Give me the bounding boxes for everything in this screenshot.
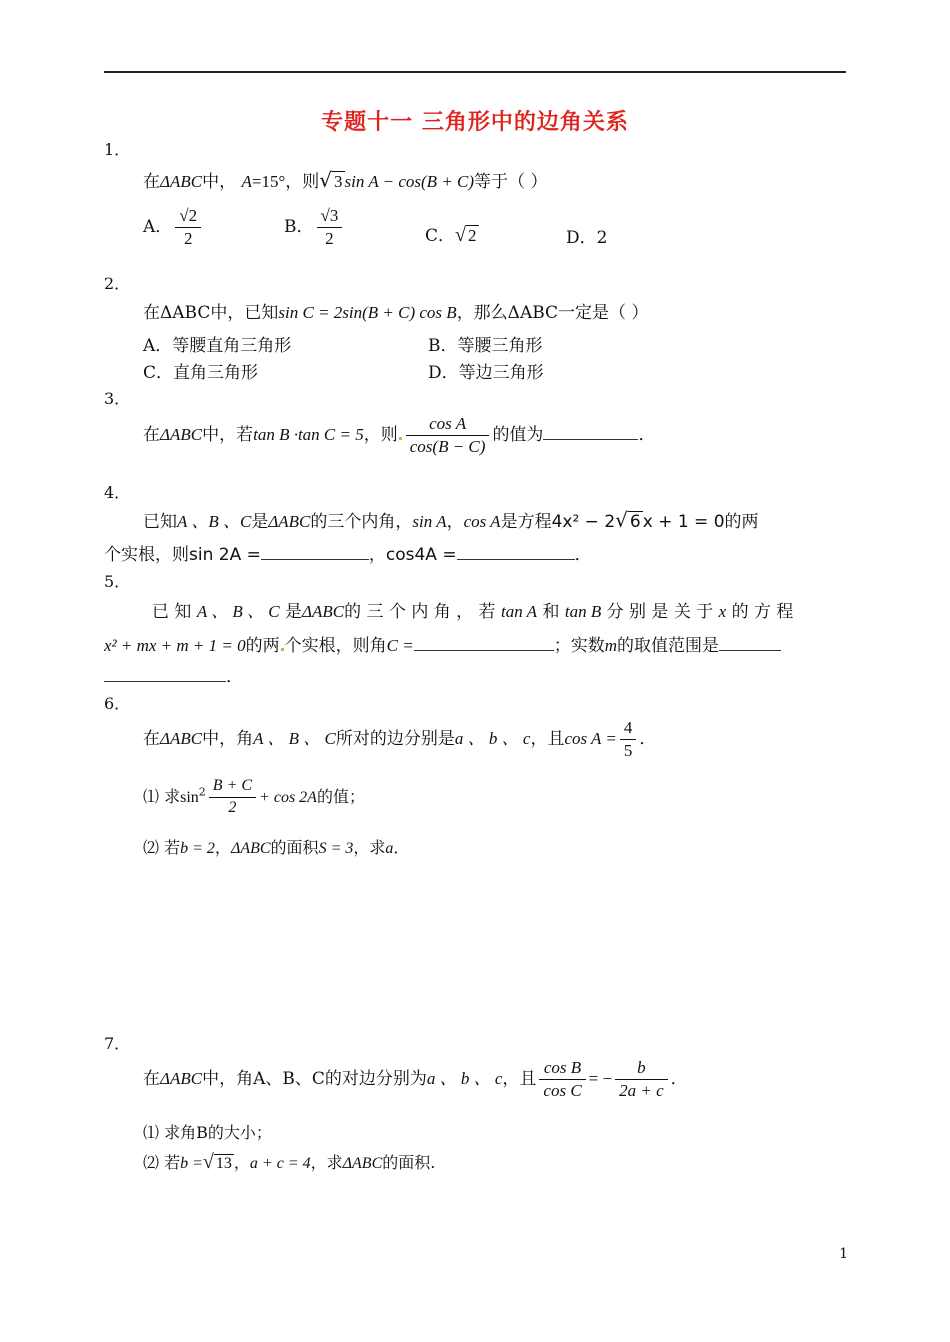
- page-title: 专题十一 三角形中的边角关系: [321, 110, 629, 135]
- q4-text: 是: [251, 512, 269, 532]
- q4-text: 个实根，则: [104, 545, 189, 565]
- q7-part1-text: 求角B的大小；: [164, 1123, 272, 1142]
- q5-blank-1[interactable]: [414, 634, 554, 651]
- q4-sinA: sin A: [412, 512, 447, 531]
- q1-option-a: [143, 205, 204, 250]
- top-rule: [104, 71, 846, 73]
- q6-cosA: cos A =: [564, 729, 617, 749]
- q5-blank-2[interactable]: [719, 634, 781, 651]
- q4-line2: [104, 540, 592, 565]
- q6-number: 6．: [104, 694, 131, 713]
- q1-option-d: D．2: [566, 228, 608, 248]
- q5-text: 个实根，则角: [284, 636, 387, 656]
- q5-text: 的 方 程: [731, 602, 794, 622]
- q4-end: ．: [574, 545, 592, 565]
- q4-text: ，: [368, 545, 386, 565]
- q6-b: b = 2: [180, 840, 215, 857]
- option-label: B．: [284, 217, 314, 238]
- q6-text: 中，角: [202, 729, 254, 750]
- q5-x: x: [718, 602, 727, 621]
- q6-text: ，且: [530, 729, 565, 750]
- q4-text: 的三个内角，: [310, 512, 413, 532]
- option-label: A．: [143, 217, 173, 238]
- q3-end: ．: [638, 425, 656, 446]
- q6-part1-label: ⑴: [143, 786, 160, 806]
- q6-end: ．: [639, 729, 657, 750]
- q3-stem: [143, 413, 655, 458]
- q1-text: 中，: [202, 172, 237, 192]
- q5-line3: [104, 662, 243, 687]
- q7-number: 7．: [104, 1034, 131, 1053]
- q7-equals: = −: [588, 1069, 613, 1089]
- q4-triangle: ΔABC: [268, 512, 311, 531]
- q6-part2: [143, 835, 409, 858]
- q2-option-b: B．等腰三角形: [428, 336, 543, 356]
- q5-text: ；实数: [553, 636, 605, 656]
- q1-text: ，则: [285, 172, 320, 192]
- q5-triangle: ΔABC: [302, 602, 345, 621]
- q6-text: 若: [164, 838, 181, 857]
- q3-number: 3．: [104, 389, 131, 408]
- q6-a: a: [385, 840, 394, 857]
- q5-number: 5．: [104, 572, 131, 591]
- q4-sin2A: sin 2A =: [189, 545, 261, 565]
- q6-fraction: $\frac{4}{5}$: [620, 717, 637, 762]
- q4-sqrt: √ 6: [615, 508, 641, 532]
- q3-triangle: ΔABC: [160, 425, 203, 445]
- q7-text: 的面积.: [382, 1153, 436, 1172]
- q2-number: 2．: [104, 274, 131, 293]
- q7-text: 在: [143, 1069, 160, 1090]
- q5-text: 已 知: [152, 602, 192, 622]
- q1-option-b-frac: $\frac{√3}{2}$: [317, 205, 343, 250]
- q7-text: ，且: [502, 1069, 537, 1090]
- option-label: C．: [425, 226, 456, 246]
- q5-line2: [104, 631, 781, 656]
- q5-text: 的 三 个 内 角 ， 若: [344, 602, 496, 622]
- q5-vars: A 、 B 、 C: [196, 602, 280, 621]
- q1-angle-value: =15°: [251, 172, 286, 191]
- q7-end: ．: [670, 1069, 688, 1090]
- q5-tanA: tan A: [500, 602, 538, 621]
- q4-number: 4．: [104, 483, 131, 502]
- q6-part1-fraction: $\frac{B + C}{2}$: [209, 776, 256, 819]
- q1-option-c: [425, 221, 479, 247]
- q7-sqrt: √ 13: [202, 1151, 232, 1173]
- q6-text: 所对的边分别是: [335, 729, 455, 750]
- q1-text: 在: [143, 172, 160, 192]
- q7-part2-label: ⑵: [143, 1153, 160, 1172]
- q7-fraction-2: $\frac{b}{2a + c}$: [615, 1057, 668, 1102]
- q1-stem: [143, 167, 547, 192]
- q6-text: 的面积: [270, 838, 319, 857]
- q7-triangle: ΔABC: [342, 1155, 383, 1172]
- q6-square: 2: [198, 785, 206, 799]
- q5-text: 的两: [245, 636, 280, 656]
- q6-text: 在: [143, 729, 160, 750]
- q5-blank-2-cont[interactable]: [104, 665, 226, 682]
- q7-text: 若: [164, 1153, 181, 1172]
- q2-text: ，那么ΔABC一定是（ ）: [456, 303, 649, 323]
- q3-text: ，则: [363, 425, 398, 446]
- q7-part2: [143, 1150, 435, 1174]
- q1-number: 1．: [104, 140, 131, 159]
- q7-sum: a + c = 4: [249, 1155, 311, 1172]
- q6-S: S = 3: [318, 840, 354, 857]
- q7-sides: a 、 b 、 c: [426, 1069, 503, 1089]
- q3-text: 在: [143, 425, 160, 446]
- q4-text: 是方程: [500, 512, 552, 532]
- q4-equation: x + 1 = 0: [642, 512, 725, 532]
- q4-vars: A 、B 、C: [177, 512, 252, 531]
- q6-sides: a 、 b 、 c: [454, 729, 531, 749]
- q6-text: 的值；: [316, 786, 365, 806]
- q1-option-b: [284, 205, 345, 250]
- q3-text: 中，若: [202, 425, 254, 446]
- q1-option-c-sqrt: √ 2: [455, 224, 477, 246]
- q1-text: 等于（ ）: [474, 172, 548, 192]
- q7-stem: [143, 1057, 688, 1102]
- q4-cosA: cos A: [463, 512, 501, 531]
- q7-text: ，: [233, 1153, 250, 1172]
- q5-text: 是: [285, 602, 303, 622]
- q2-option-c: C．直角三角形: [143, 363, 259, 383]
- q3-fraction: $\frac{\text{cos A}}{\cos(B - C)}$: [406, 413, 490, 458]
- q6-triangle: ΔABC: [230, 840, 271, 857]
- q6-text: ，: [214, 838, 231, 857]
- q5-line1: [152, 597, 793, 622]
- q4-text: 已知: [143, 512, 177, 532]
- q7-fraction-1: $\frac{\text{cos B}}{\text{cos C}}$: [539, 1057, 585, 1102]
- q3-expression: tan B ·tan C = 5: [253, 425, 364, 445]
- q6-text: ，求: [353, 838, 386, 857]
- q2-expression: sin C = 2sin(B + C) cos B: [278, 303, 457, 322]
- page-number: 1: [839, 1246, 848, 1262]
- q3-answer-blank[interactable]: [543, 423, 638, 440]
- q7-text: ，求: [310, 1153, 343, 1172]
- q1-triangle: ΔABC: [160, 172, 203, 191]
- q6-text: 求: [164, 786, 181, 806]
- q4-blank-2[interactable]: [457, 543, 575, 560]
- q6-end: ．: [393, 838, 410, 857]
- q4-blank-1[interactable]: [261, 543, 369, 560]
- q5-m: m: [604, 636, 617, 655]
- q7-b: b =: [180, 1155, 203, 1172]
- q6-cos2A: + cos 2A: [259, 788, 317, 806]
- q1-option-a-frac: $\frac{√2}{2}$: [175, 205, 201, 250]
- q6-triangle: ΔABC: [160, 729, 203, 749]
- q4-cos4A: cos4A =: [385, 545, 457, 565]
- q5-equation: x² + mx + m + 1 = 0: [104, 636, 246, 655]
- q2-option-d: D．等边三角形: [428, 363, 544, 383]
- q3-text: 的值为: [492, 425, 544, 446]
- q4-equation: 4x² − 2: [551, 512, 616, 532]
- q7-part1: [143, 1120, 272, 1143]
- q5-end: ．: [226, 667, 243, 687]
- q2-stem: [143, 298, 648, 323]
- q4-text: ，: [446, 512, 464, 532]
- q6-sin: sin: [180, 788, 199, 806]
- q5-tanB: tan B: [564, 602, 602, 621]
- q5-text: 分 别 是 关 于: [606, 602, 714, 622]
- q1-var: A: [241, 172, 252, 191]
- q2-text: 在ΔABC中，已知: [143, 303, 279, 323]
- q6-part1: [143, 776, 365, 819]
- q2-option-a: A．等腰直角三角形: [143, 336, 292, 356]
- q7-part1-label: ⑴: [143, 1123, 160, 1142]
- q4-text: 的两: [724, 512, 759, 532]
- q6-stem: [143, 717, 656, 762]
- q6-vars: A 、 B 、 C: [253, 729, 336, 749]
- q7-triangle: ΔABC: [160, 1069, 203, 1089]
- q5-C: C =: [386, 636, 414, 655]
- q6-part2-label: ⑵: [143, 838, 160, 857]
- q1-sqrt: √ 3: [319, 168, 343, 192]
- q4-line1: [143, 507, 759, 532]
- q5-text: 的取值范围是: [616, 636, 719, 656]
- q1-expression: sin A − cos(B + C): [344, 172, 475, 191]
- q5-text: 和: [542, 602, 560, 622]
- q7-text: 中，角A、B、C的对边分别为: [202, 1069, 427, 1090]
